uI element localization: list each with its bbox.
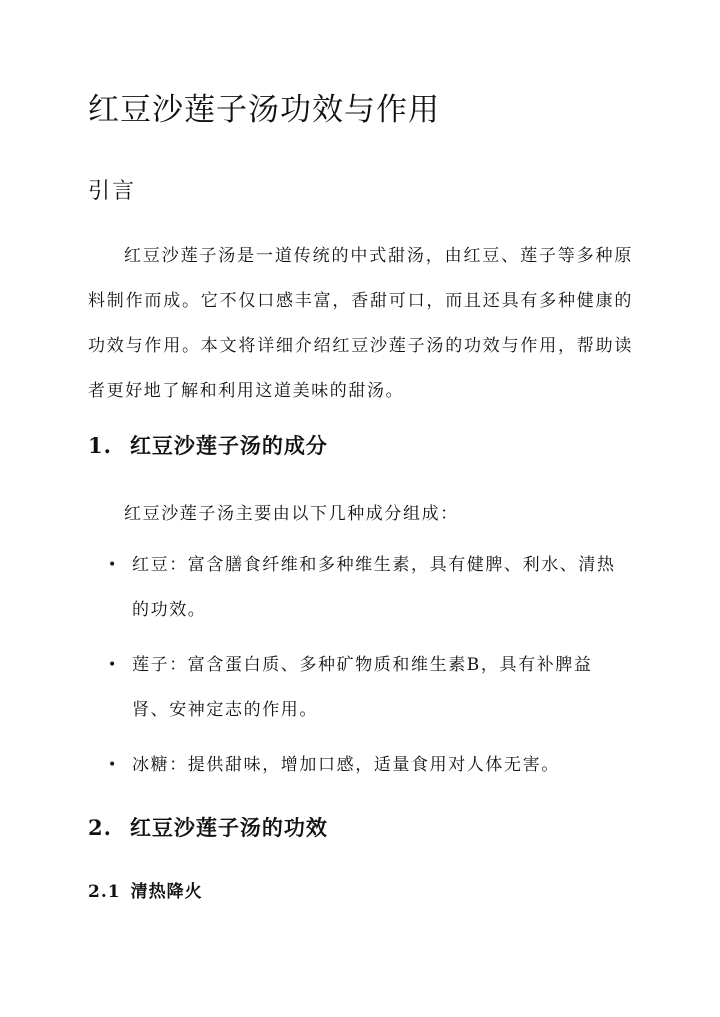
- list-item-text: 红豆：富含膳食纤维和多种维生素，具有健脾、利水、清热的功效。: [132, 555, 616, 620]
- list-item: [108, 743, 618, 788]
- bullet-icon: •: [108, 757, 117, 773]
- document-title: 红豆沙莲子汤功效与作用: [88, 92, 440, 128]
- intro-heading: 引言: [88, 179, 137, 204]
- list-item-text: 冰糖：提供甜味，增加口感，适量食用对人体无害。: [132, 755, 560, 775]
- section-1-title: 红豆沙莲子汤的成分: [129, 433, 328, 458]
- list-item: [108, 643, 618, 733]
- bullet-icon: •: [108, 557, 117, 573]
- section-2-1-title: 清热降火: [130, 882, 203, 902]
- bullet-icon: •: [108, 657, 117, 673]
- section-1-number: 1.: [88, 433, 112, 458]
- section-1-heading: [88, 430, 328, 460]
- section-2-title: 红豆沙莲子汤的功效: [129, 815, 328, 840]
- intro-paragraph: 红豆沙莲子汤是一道传统的中式甜汤，由红豆、莲子等多种原料制作而成。它不仅口感丰富，香甜可口，而且还具有多种健康的功效与作用。本文将详细介绍红豆沙莲子汤的功效与作用，帮助读者更好地了解和利用这道美味的甜汤。: [88, 246, 633, 401]
- section-2-number: 2.: [88, 815, 112, 840]
- list-item: [108, 543, 618, 633]
- section-2-1-heading: [88, 877, 203, 902]
- section-1-lead: 红豆沙莲子汤主要由以下几种成分组成：: [124, 504, 459, 524]
- list-item-text: 莲子：富含蛋白质、多种矿物质和维生素B，具有补脾益肾、安神定志的作用。: [132, 655, 593, 720]
- section-2-heading: [88, 812, 328, 842]
- section-2-1-number: 2.1: [88, 882, 121, 902]
